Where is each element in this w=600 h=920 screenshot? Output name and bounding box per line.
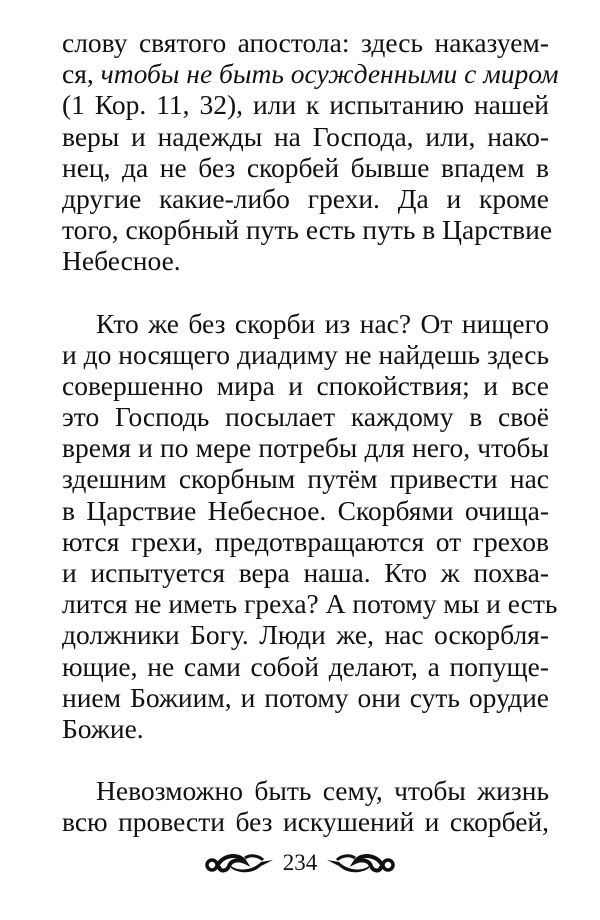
text-line: Невозможно быть сему, чтобы жизнь (96, 775, 549, 807)
right-scroll-ornament-icon (325, 850, 395, 876)
page-footer (0, 850, 600, 876)
text-line: другие какие-либо грехи. Да и кроме (62, 182, 549, 214)
text-line: это Господь посылает каждому в своё (62, 401, 549, 433)
text-line: Божие. (62, 712, 144, 744)
text-line: время и по мере потребы для него, чтобы (62, 432, 549, 464)
paragraph-1 (62, 27, 559, 277)
text-line: всю провести без искушений и скорбей, (62, 806, 549, 838)
text-line: здешним скорбным путём привести нас (62, 463, 549, 495)
paragraph-2 (62, 307, 558, 745)
italic-quote: чтобы не быть осужденными с миром (100, 58, 559, 90)
text-line: лится не иметь греха? А потому мы и есть (62, 588, 558, 620)
text-line: нием Божиим, и потому они суть орудие (62, 681, 549, 713)
page-number: 234 (282, 850, 318, 875)
text-line: ются грехи, предотвращаются от грехов (62, 525, 549, 557)
text-span: ся, (62, 58, 101, 90)
text-line: Кто же без скорби из нас? От нищего (96, 307, 549, 339)
text-line: Небесное. (62, 245, 181, 277)
text-line: совершенно мира и спокойствия; и все (62, 369, 549, 401)
text-line: слову святого апостола: здесь наказуем- (62, 27, 549, 58)
text-line: должники Богу. Люди же, нас оскорбля- (62, 619, 549, 651)
text-line: веры и надежды на Господа, или, нако- (62, 120, 549, 152)
page-body (62, 27, 559, 869)
text-line: ющие, не сами собой делают, а попуще- (62, 650, 549, 682)
paragraph-3 (62, 775, 549, 837)
text-line (62, 58, 559, 90)
text-line: того, скорбный путь есть путь в Царствие (62, 214, 553, 246)
text-line: в Царствие Небесное. Скорбями очища- (62, 494, 549, 526)
text-line: нец, да не без скорбей бывше впадем в (62, 151, 549, 183)
text-line: (1 Кор. 11, 32), или к испытанию нашей (62, 89, 549, 121)
left-scroll-ornament-icon (205, 850, 275, 876)
text-line: и испытуется вера наша. Кто ж похва- (62, 557, 549, 588)
text-line: и до носящего диадиму не найдешь здесь (62, 338, 549, 370)
